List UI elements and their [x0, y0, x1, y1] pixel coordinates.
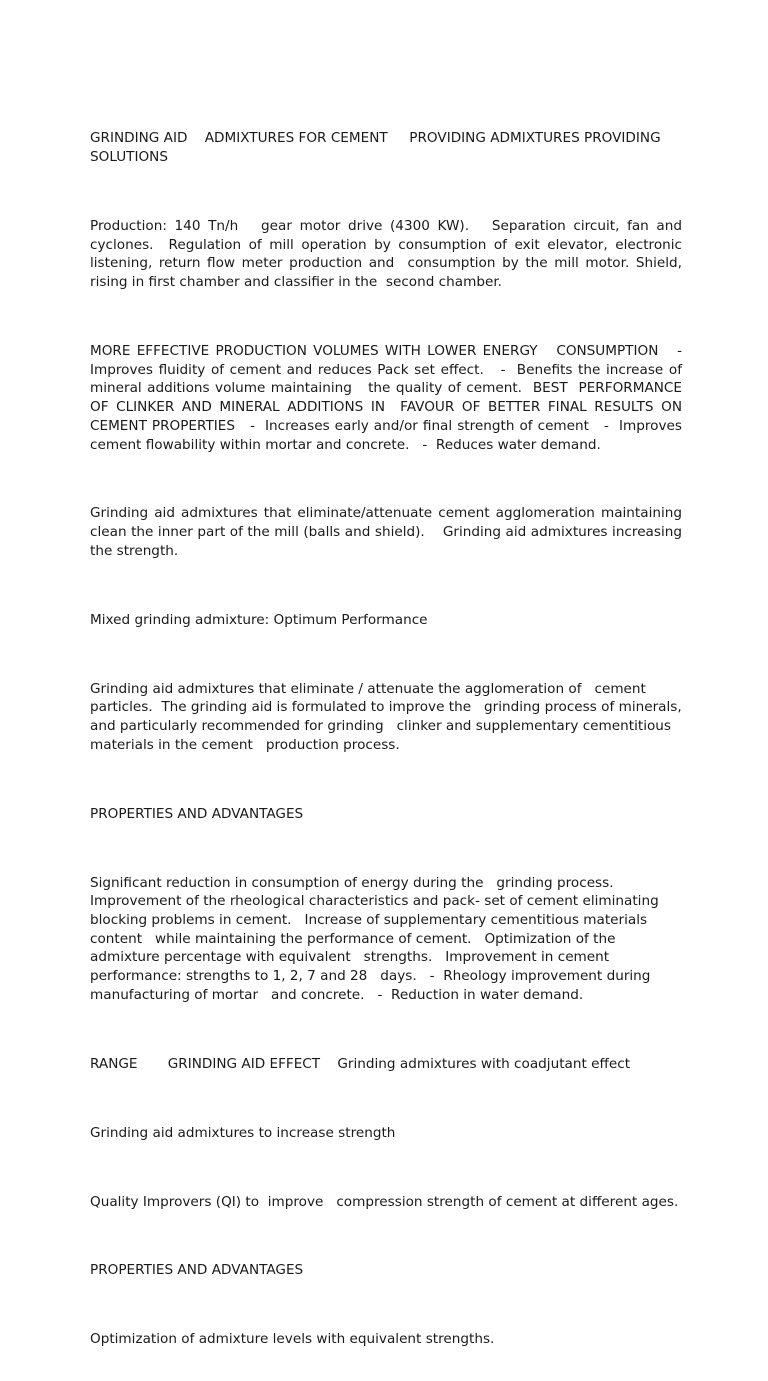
- document-heading: GRINDING AID ADMIXTURES FOR CEMENT PROVIDING ADMIXTURES PROVIDING SOLUTIONS: [90, 130, 665, 166]
- quality-improvers-paragraph: Quality Improvers (QI) to improve compression strength of cement at different ages.: [90, 1193, 679, 1210]
- section-heading-properties-2: PROPERTIES AND ADVANTAGES: [90, 1262, 304, 1279]
- significant-reduction-paragraph: Significant reduction in consumption of energy during the grinding process. Improvement of the rheological characteristics and pack- set of cement eliminating blocking problems in cement. Increase of supplementary cementitious materials content while maintaining the performance of cement. Optimization of the admixture percentage with equivalent strengths. Improvement in cement performance: strengths to 1, 2, 7 and 28 days. - Rheology improvement during manufacturing of mortar and concrete. - Reduction in water demand.: [90, 874, 664, 1003]
- increase-strength-paragraph: Grinding aid admixtures to increase strength: [90, 1124, 396, 1141]
- document-page: [90, 92, 695, 1381]
- agglomeration-paragraph: Grinding aid admixtures that eliminate / attenuate the agglomeration of cement particles. The grinding aid is formulated to improve the grinding process of minerals, and particularly recommended for grinding clinker and supplementary cementitious materials in the cement production process.: [90, 680, 687, 753]
- grinding-aid-paragraph: Grinding aid admixtures that eliminate/attenuate cement agglomeration maintaining clean the inner part of the mill (balls and shield). Grinding aid admixtures increasing the strength.: [90, 505, 687, 559]
- mixed-admixture-paragraph: Mixed grinding admixture: Optimum Performance: [90, 611, 428, 628]
- optimization-paragraph: Optimization of admixture levels with equivalent strengths.: [90, 1331, 495, 1348]
- range-paragraph: RANGE GRINDING AID EFFECT Grinding admixtures with coadjutant effect: [90, 1055, 631, 1072]
- production-paragraph: Production: 140 Tn/h gear motor drive (4300 KW). Separation circuit, fan and cyclones. Regulation of mill operation by consumption of exit elevator, electronic listening, return flow meter production and consumption by the mill motor. Shield, rising in first chamber and classifier in the second chamber.: [90, 218, 687, 291]
- section-heading-properties: PROPERTIES AND ADVANTAGES: [90, 805, 304, 822]
- effective-production-paragraph: MORE EFFECTIVE PRODUCTION VOLUMES WITH LOWER ENERGY CONSUMPTION - Improves fluidity of cement and reduces Pack set effect. - Benefits the increase of mineral additions volume maintaining the quality of cement. BEST PERFORMANCE OF CLINKER AND MINERAL ADDITIONS IN FAVOUR OF BETTER FINAL RESULTS ON CEMENT PROPERTIES - Increases early and/or final strength of cement - Improves cement flowability within mortar and concrete. - Reduces water demand.: [90, 343, 695, 453]
